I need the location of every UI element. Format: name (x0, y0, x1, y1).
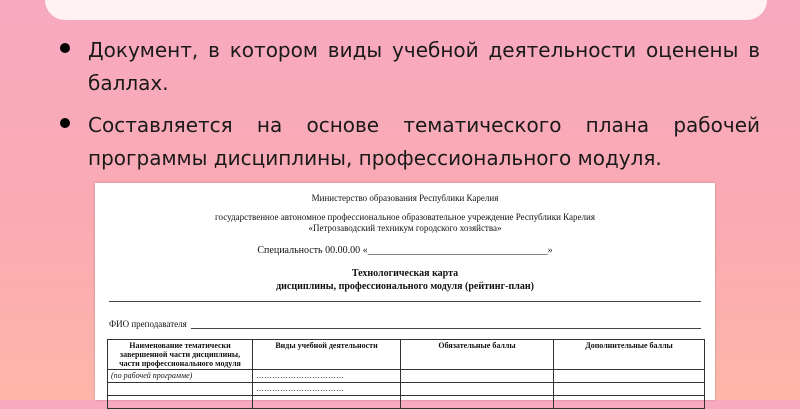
table-cell (401, 396, 554, 409)
divider-line (109, 301, 701, 302)
bullet-text: Документ, в котором виды учебной деятельности оценены в баллах. (88, 38, 760, 95)
table-cell (108, 383, 253, 396)
fio-row (109, 319, 701, 329)
bullet-item (55, 109, 760, 175)
table-cell (554, 370, 705, 383)
table-header-row (108, 340, 705, 370)
rating-plan-table (107, 339, 705, 409)
table-cell (108, 396, 253, 409)
top-card (45, 0, 767, 20)
table-header-cell: Дополнительные баллы (554, 340, 705, 370)
table-header-cell: Наименование тематически завершенной части дисциплины, части профессионального модуля (108, 340, 253, 370)
doc-title: Технологическая карта (351, 268, 459, 279)
table-header-cell: Виды учебной деятельности (253, 340, 401, 370)
table-cell: …………………………… (253, 383, 401, 396)
table-cell (401, 383, 554, 396)
table-cell (554, 383, 705, 396)
fio-blank-line (191, 319, 701, 329)
ministry-line: Министерство образования Республики Карелия (311, 193, 499, 203)
table-row (108, 383, 705, 396)
document-image (95, 183, 715, 400)
bullet-text: Составляется на основе тематического плана рабочей программы дисциплины, профессионального модуля. (88, 113, 760, 170)
table-cell (401, 370, 554, 383)
fio-label: ФИО преподавателя (109, 319, 187, 329)
institution-line: государственное автономное профессиональное образовательное учреждение Республики Карелия (215, 212, 595, 222)
bullet-dot-icon (60, 118, 70, 128)
table-cell (554, 396, 705, 409)
table-cell (253, 396, 401, 409)
table-cell: …………………………… (253, 370, 401, 383)
table-header-cell: Обязательные баллы (401, 340, 554, 370)
bullet-item (55, 34, 760, 100)
institution-name: «Петрозаводский техникум городского хозяйства» (308, 223, 502, 233)
bullet-dot-icon (60, 43, 70, 53)
table-row (108, 396, 705, 409)
table-cell: (по рабочей программе) (108, 370, 253, 383)
specialty-line: Специальность 00.00.00 «____________________________________» (257, 245, 553, 256)
doc-subtitle: дисциплины, профессионального модуля (рейтинг-план) (276, 281, 534, 292)
table-row (108, 370, 705, 383)
bullet-list (55, 34, 760, 184)
